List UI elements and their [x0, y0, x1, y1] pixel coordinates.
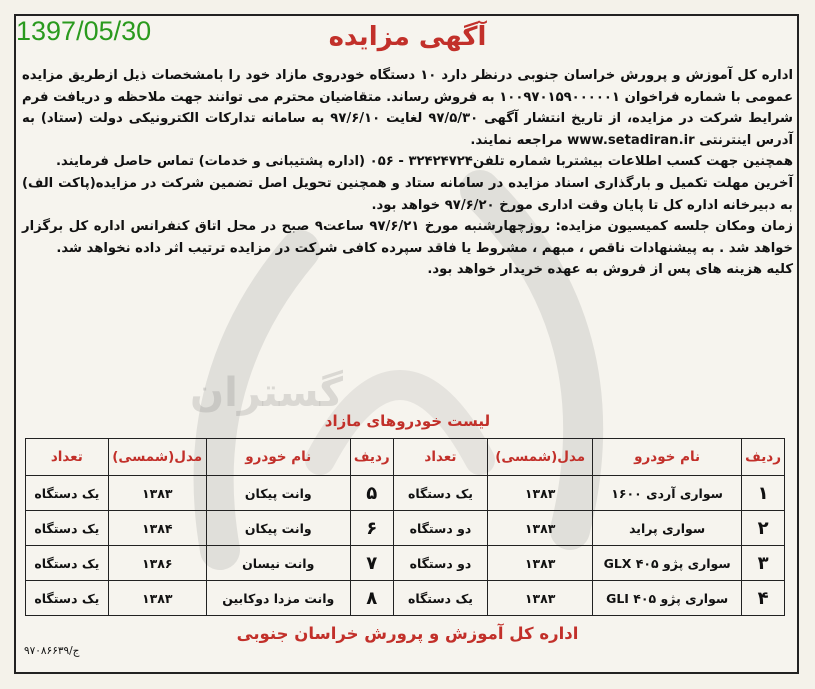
header-vehicle-name: نام خودرو [593, 439, 742, 476]
row-number: ۶ [350, 511, 393, 546]
quantity: یک دستگاه [26, 511, 109, 546]
vehicle-name: سواری آردی ۱۶۰۰ [593, 476, 742, 511]
vehicle-name: سواری پژو GLI ۴۰۵ [593, 581, 742, 616]
quantity: یک دستگاه [26, 476, 109, 511]
row-number: ۱ [742, 476, 785, 511]
header-vehicle-name: نام خودرو [206, 439, 350, 476]
row-number: ۸ [350, 581, 393, 616]
table-row [26, 476, 785, 511]
header-model-year: مدل(شمسی) [108, 439, 206, 476]
table-row [26, 581, 785, 616]
model-year: ۱۳۸۳ [488, 581, 593, 616]
watermark-text: گستران [190, 370, 344, 416]
model-year: ۱۳۸۳ [108, 476, 206, 511]
vehicle-name: وانت پیکان [206, 476, 350, 511]
model-year: ۱۳۸۳ [488, 476, 593, 511]
model-year: ۱۳۸۳ [108, 581, 206, 616]
header-model-year: مدل(شمسی) [488, 439, 593, 476]
header-quantity: تعداد [393, 439, 488, 476]
date-stamp: 1397/05/30 [16, 16, 152, 46]
row-number: ۳ [742, 546, 785, 581]
vehicle-table [25, 438, 785, 616]
vehicle-name: وانت پیکان [206, 511, 350, 546]
row-number: ۵ [350, 476, 393, 511]
notice-title: آگهی مزایده [328, 22, 487, 52]
vehicle-name: سواری پژو GLX ۴۰۵ [593, 546, 742, 581]
notice-body [22, 65, 793, 281]
paragraph-session: زمان ومکان جلسه کمیسیون مزایده: روزچهارشنبه مورخ ۹۷/۶/۲۱ ساعت۹ صبح در محل اتاق کنفرانس اداره کل برگزار خواهد شد . به پیشنهادات ناقص ، مبهم ، مشروط یا فاقد سپرده کافی شرکت در مزایده ترتیب اثر داده نخواهد شد. [22, 219, 793, 256]
header-quantity: تعداد [26, 439, 109, 476]
quantity: دو دستگاه [393, 546, 488, 581]
table-header-row [26, 439, 785, 476]
row-number: ۴ [742, 581, 785, 616]
quantity: یک دستگاه [393, 581, 488, 616]
table-row [26, 546, 785, 581]
vehicle-name: وانت مزدا دوکابین [206, 581, 350, 616]
table-row [26, 511, 785, 546]
quantity: یک دستگاه [26, 546, 109, 581]
model-year: ۱۳۸۶ [108, 546, 206, 581]
paragraph-intro: اداره کل آموزش و پرورش خراسان جنوبی درنظر دارد ۱۰ دستگاه خودروی مازاد خود را بامشخصات ذیل ازطریق مزایده عمومی با شماره فراخوان ۱۰۰۹۷۰۱۵۹۰۰۰۰۰۱ به فروش رساند. متقاضیان محترم می توانند جهت ملاحظه و دریافت فرم شرایط شرکت در مزایده، از تاریخ انتشار آگهی ۹۷/۵/۳۰ لغایت ۹۷/۶/۱۰ به سامانه تدارکات الکترونیکی دولت (ستاد) به آدرس اینترنتی www.setadiran.ir مراجعه نمایند. [22, 68, 793, 148]
paragraph-contact: همچنین جهت کسب اطلاعات بیشتربا شماره تلفن۳۲۴۲۴۷۲۴ - ۰۵۶ (اداره پشتیبانی و خدمات) تماس حاصل فرمایند. [55, 154, 793, 170]
quantity: یک دستگاه [26, 581, 109, 616]
model-year: ۱۳۸۴ [108, 511, 206, 546]
header-row-number: ردیف [742, 439, 785, 476]
issuer-footer: اداره کل آموزش و پرورش خراسان جنوبی [236, 624, 579, 643]
vehicle-list-title: لیست خودروهای مازاد [324, 412, 491, 430]
paragraph-costs: کلیه هزینه های پس از فروش به عهده خریدار خواهد بود. [427, 262, 793, 278]
reference-code: ج/۹۷۰۸۶۶۳۹ [24, 645, 80, 657]
vehicle-name: سواری پراید [593, 511, 742, 546]
model-year: ۱۳۸۳ [488, 511, 593, 546]
quantity: دو دستگاه [393, 511, 488, 546]
row-number: ۷ [350, 546, 393, 581]
header-row-number: ردیف [350, 439, 393, 476]
row-number: ۲ [742, 511, 785, 546]
model-year: ۱۳۸۳ [488, 546, 593, 581]
quantity: یک دستگاه [393, 476, 488, 511]
vehicle-name: وانت نیسان [206, 546, 350, 581]
paragraph-deadline: آخرین مهلت تکمیل و بارگذاری اسناد مزایده در سامانه ستاد و همچنین تحویل اصل تضمین شرکت در مزایده(پاکت الف) به دبیرخانه اداره کل تا پایان وقت اداری مورخ ۹۷/۶/۲۰ خواهد بود. [22, 175, 793, 213]
